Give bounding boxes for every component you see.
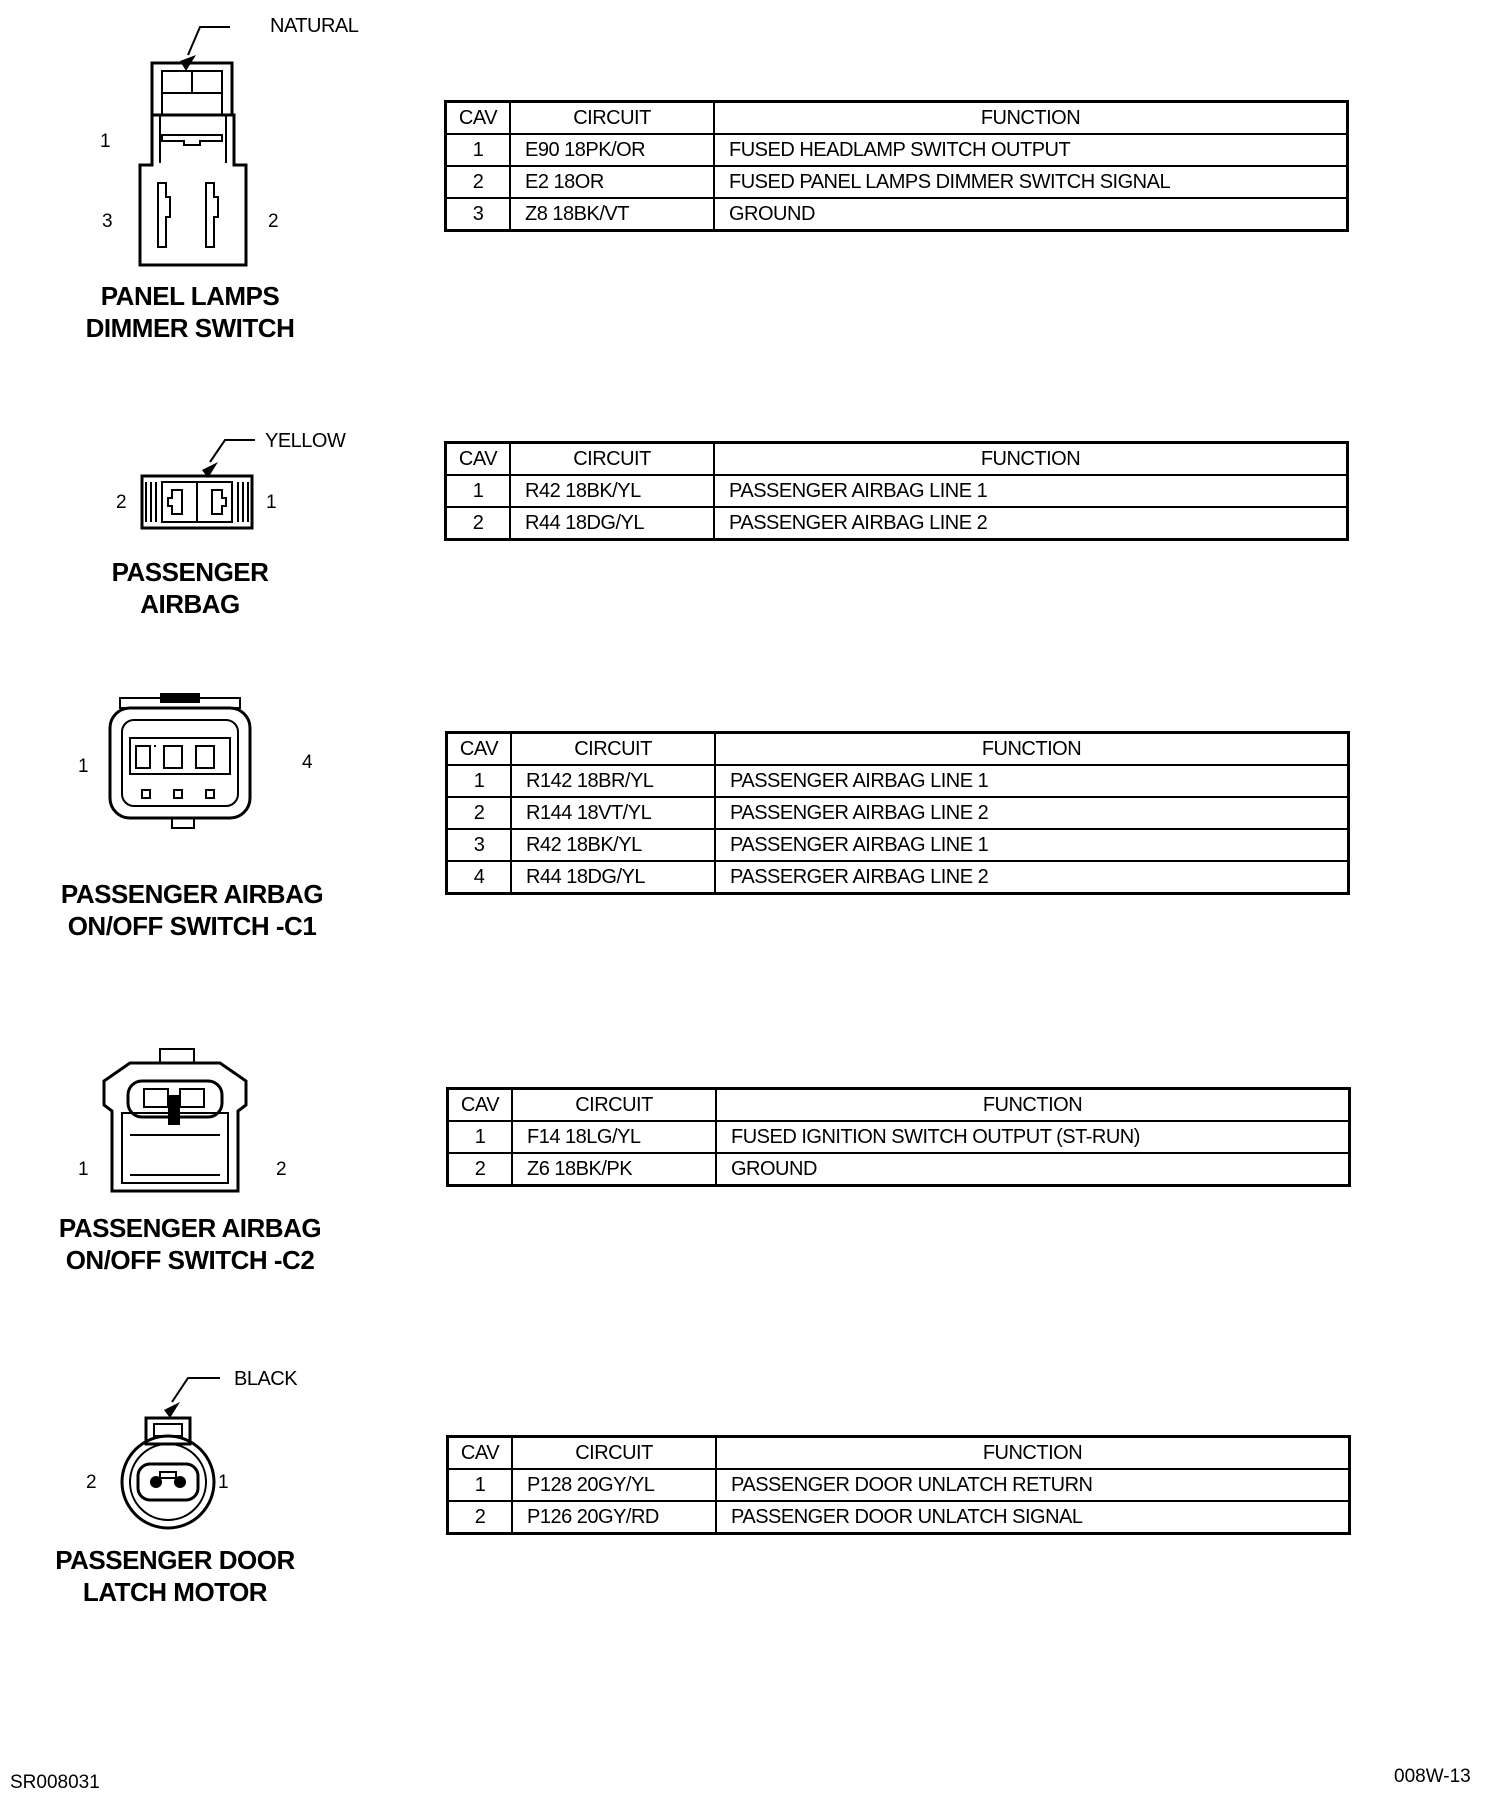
- pin-number: 2: [276, 1159, 287, 1180]
- door-latch-motor-connector: [80, 1368, 340, 1528]
- table-row: [447, 861, 1349, 894]
- cell-cav: 2: [446, 507, 511, 540]
- table-row: [448, 1501, 1350, 1534]
- pinout-table: [444, 441, 1349, 541]
- connector-title: [60, 556, 320, 620]
- cell-function: PASSENGER AIRBAG LINE 2: [715, 797, 1349, 829]
- cell-cav: 3: [447, 829, 512, 861]
- table-row: [446, 134, 1348, 166]
- airbag-switch-c1-connector: [70, 690, 330, 840]
- connector-drawing: [70, 1045, 330, 1195]
- header-circuit: CIRCUIT: [510, 443, 714, 476]
- table-row: [447, 829, 1349, 861]
- title-line: AIRBAG: [140, 589, 240, 619]
- table-row: [446, 166, 1348, 198]
- title-line: ON/OFF SWITCH -C2: [65, 1245, 315, 1275]
- header-cav: CAV: [448, 1089, 513, 1122]
- connector-drawing: [100, 15, 360, 275]
- header-cav: CAV: [447, 733, 512, 766]
- connector-title: [40, 1212, 340, 1276]
- connector-title: [60, 280, 320, 344]
- cell-function: GROUND: [716, 1153, 1350, 1186]
- pinout-table: [446, 1087, 1351, 1187]
- cell-function: FUSED HEADLAMP SWITCH OUTPUT: [714, 134, 1348, 166]
- header-cav: CAV: [448, 1437, 513, 1470]
- table-row: [448, 1153, 1350, 1186]
- cell-cav: 1: [447, 765, 512, 797]
- pin-number: 2: [116, 492, 127, 513]
- airbag-switch-c2-connector: [70, 1045, 330, 1195]
- cell-circuit: E2 18OR: [510, 166, 714, 198]
- header-function: FUNCTION: [716, 1089, 1350, 1122]
- table-header-row: [446, 443, 1348, 476]
- header-circuit: CIRCUIT: [510, 102, 714, 135]
- cell-function: FUSED PANEL LAMPS DIMMER SWITCH SIGNAL: [714, 166, 1348, 198]
- cell-cav: 3: [446, 198, 511, 231]
- table-row: [446, 475, 1348, 507]
- table-header-row: [446, 102, 1348, 135]
- cell-circuit: P128 20GY/YL: [512, 1469, 716, 1501]
- table-header-row: [448, 1437, 1350, 1470]
- cell-cav: 2: [447, 797, 512, 829]
- header-function: FUNCTION: [714, 443, 1348, 476]
- header-cav: CAV: [446, 443, 511, 476]
- pin-number: 1: [78, 1159, 89, 1180]
- title-line: PASSENGER DOOR: [55, 1545, 295, 1575]
- cell-function: PASSENGER AIRBAG LINE 1: [714, 475, 1348, 507]
- header-function: FUNCTION: [714, 102, 1348, 135]
- cell-function: PASSENGER DOOR UNLATCH RETURN: [716, 1469, 1350, 1501]
- cell-circuit: R44 18DG/YL: [510, 507, 714, 540]
- header-function: FUNCTION: [715, 733, 1349, 766]
- pinout-table: [444, 100, 1349, 232]
- pin-number: 1: [218, 1472, 229, 1493]
- pinout-table: [446, 1435, 1351, 1535]
- table-row: [447, 797, 1349, 829]
- cell-function: FUSED IGNITION SWITCH OUTPUT (ST-RUN): [716, 1121, 1350, 1153]
- cell-cav: 1: [446, 134, 511, 166]
- connector-drawing: [70, 690, 330, 840]
- title-line: PASSENGER AIRBAG: [58, 1213, 322, 1243]
- pin-number: 3: [102, 211, 113, 232]
- cell-circuit: Z6 18BK/PK: [512, 1153, 716, 1186]
- cell-cav: 1: [446, 475, 511, 507]
- title-line: PANEL LAMPS: [100, 281, 280, 311]
- header-circuit: CIRCUIT: [512, 1089, 716, 1122]
- pin-number: 2: [86, 1472, 97, 1493]
- passenger-airbag-connector: [110, 430, 370, 550]
- connector-color-label: YELLOW: [265, 430, 346, 452]
- cell-circuit: R42 18BK/YL: [510, 475, 714, 507]
- cell-cav: 2: [448, 1153, 513, 1186]
- pin-number: 1: [100, 131, 111, 152]
- header-circuit: CIRCUIT: [511, 733, 715, 766]
- table-row: [448, 1469, 1350, 1501]
- table-header-row: [447, 733, 1349, 766]
- connector-color-label: BLACK: [234, 1368, 298, 1390]
- cell-circuit: Z8 18BK/VT: [510, 198, 714, 231]
- pinout-table: [445, 731, 1350, 895]
- cell-function: PASSENGER AIRBAG LINE 1: [715, 765, 1349, 797]
- cell-function: PASSENGER AIRBAG LINE 1: [715, 829, 1349, 861]
- connector-drawing: [80, 1368, 340, 1528]
- table-row: [448, 1121, 1350, 1153]
- pin-number: 4: [302, 752, 313, 773]
- cell-circuit: R144 18VT/YL: [511, 797, 715, 829]
- title-line: DIMMER SWITCH: [85, 313, 295, 343]
- header-function: FUNCTION: [716, 1437, 1350, 1470]
- cell-circuit: R44 18DG/YL: [511, 861, 715, 894]
- title-line: PASSENGER AIRBAG: [60, 879, 324, 909]
- table-header-row: [448, 1089, 1350, 1122]
- cell-circuit: R42 18BK/YL: [511, 829, 715, 861]
- cell-circuit: R142 18BR/YL: [511, 765, 715, 797]
- pin-number: 1: [266, 492, 277, 513]
- cell-function: PASSERGER AIRBAG LINE 2: [715, 861, 1349, 894]
- cell-cav: 2: [448, 1501, 513, 1534]
- table-row: [446, 507, 1348, 540]
- cell-cav: 1: [448, 1121, 513, 1153]
- header-cav: CAV: [446, 102, 511, 135]
- pin-number: 2: [268, 211, 279, 232]
- cell-circuit: E90 18PK/OR: [510, 134, 714, 166]
- table-row: [446, 198, 1348, 231]
- pin-number: 1: [78, 756, 89, 777]
- connector-title: [25, 1544, 325, 1608]
- page-number: 008W-13: [1394, 1766, 1471, 1787]
- title-line: PASSENGER: [111, 557, 269, 587]
- cell-function: GROUND: [714, 198, 1348, 231]
- panel-lamps-dimmer-switch-connector: [100, 15, 360, 275]
- table-row: [447, 765, 1349, 797]
- title-line: ON/OFF SWITCH -C1: [67, 911, 317, 941]
- cell-cav: 2: [446, 166, 511, 198]
- cell-function: PASSENGER DOOR UNLATCH SIGNAL: [716, 1501, 1350, 1534]
- connector-color-label: NATURAL: [270, 15, 359, 37]
- header-circuit: CIRCUIT: [512, 1437, 716, 1470]
- cell-function: PASSENGER AIRBAG LINE 2: [714, 507, 1348, 540]
- figure-id: SR008031: [10, 1772, 100, 1793]
- cell-cav: 4: [447, 861, 512, 894]
- cell-circuit: F14 18LG/YL: [512, 1121, 716, 1153]
- cell-cav: 1: [448, 1469, 513, 1501]
- cell-circuit: P126 20GY/RD: [512, 1501, 716, 1534]
- connector-title: [42, 878, 342, 942]
- title-line: LATCH MOTOR: [82, 1577, 268, 1607]
